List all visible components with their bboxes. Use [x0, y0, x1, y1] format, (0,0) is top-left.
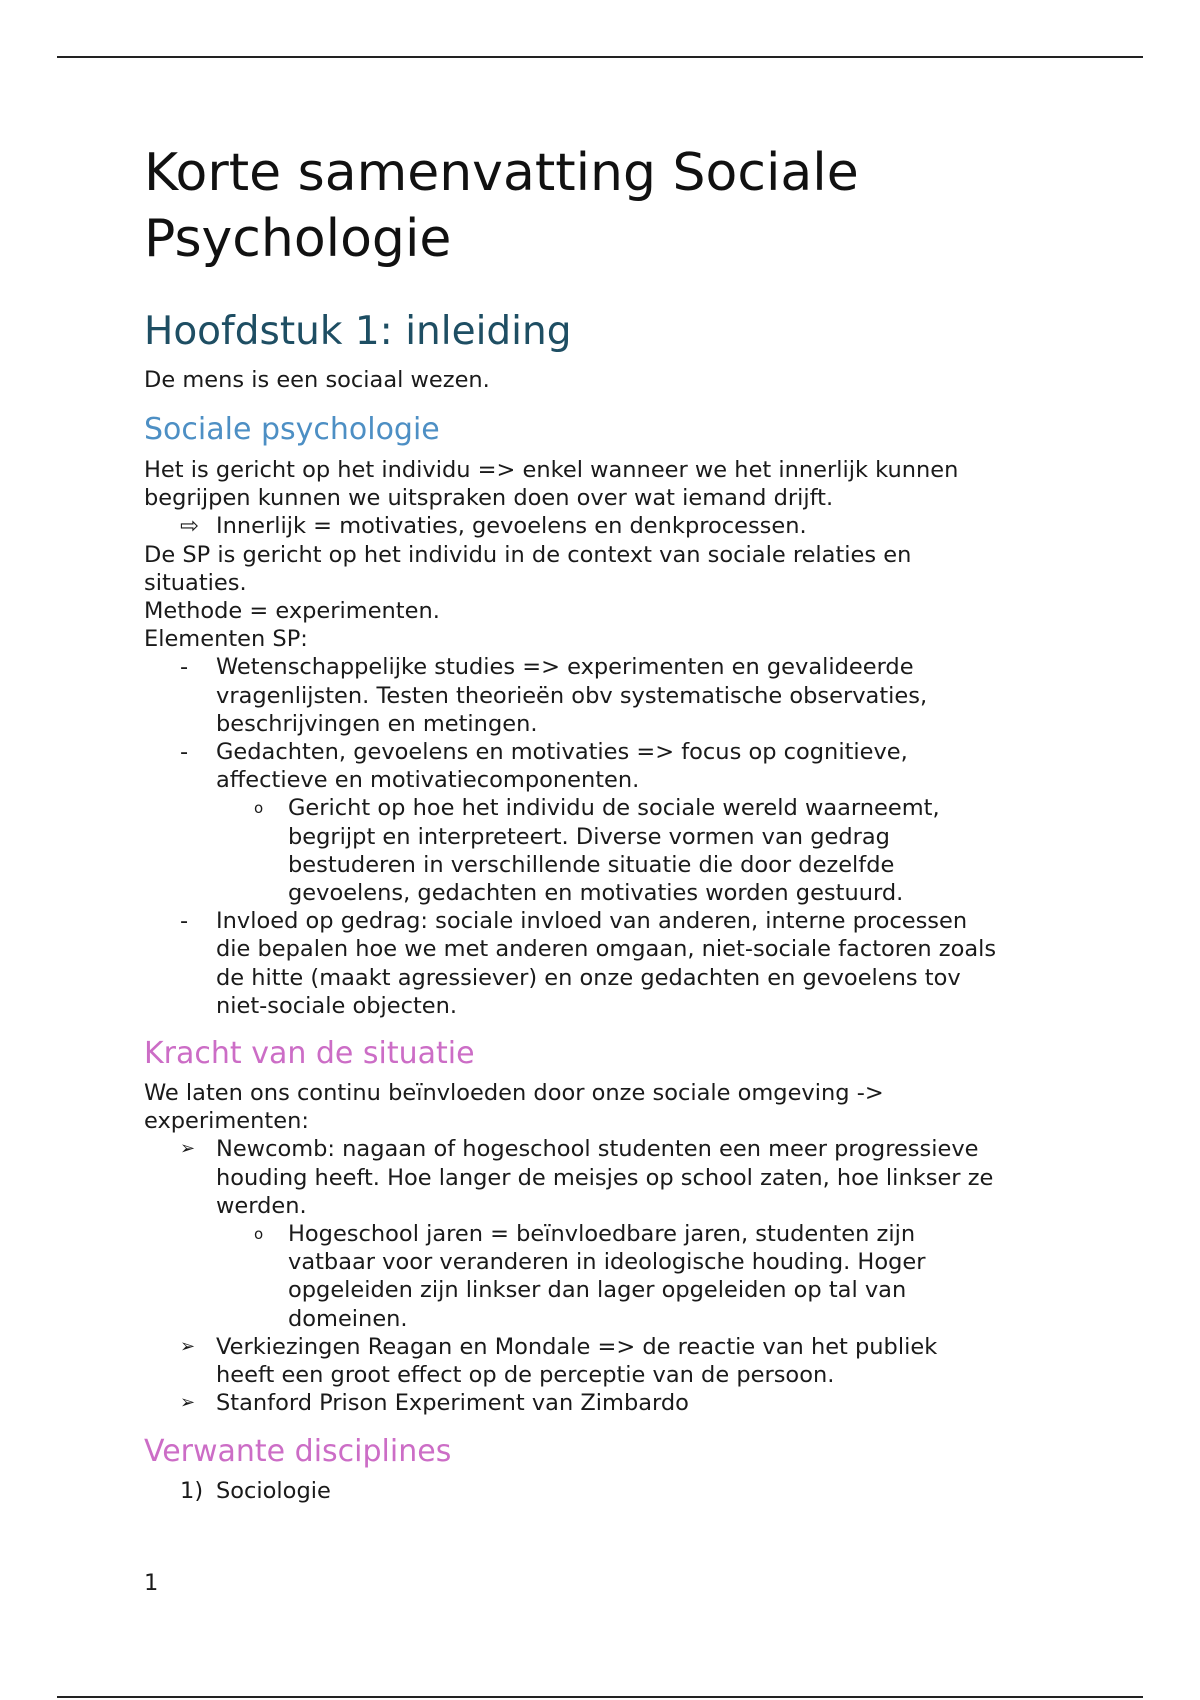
list-item-line: de hitte (maakt agressiever) en onze gedachten en gevoelens tov: [216, 964, 961, 991]
list-item-line: Gericht op hoe het individu de sociale wereld waarneemt,: [288, 795, 940, 822]
document-title: Korte samenvatting Sociale Psychologie: [144, 143, 859, 269]
paragraph-line: Methode = experimenten.: [144, 598, 440, 625]
arrowhead-bullet-icon: ➢: [180, 1335, 196, 1357]
paragraph-line: begrijpen kunnen we uitspraken doen over wat iemand drijft.: [144, 485, 834, 512]
list-item-line: opgeleiden zijn linkser dan lager opgeleiden op tal van: [288, 1277, 907, 1304]
numbered-list-item: [144, 1477, 1064, 1505]
arrowhead-bullet-icon: ➢: [180, 1392, 196, 1414]
circle-list-item: [144, 794, 1064, 907]
intro-line: De mens is een sociaal wezen.: [144, 367, 490, 393]
dash-bullet-icon: -: [180, 908, 189, 935]
list-item-line: vragenlijsten. Testen theorieën obv systematische observaties,: [216, 682, 928, 709]
circle-list-item: [144, 1220, 1064, 1333]
list-item-line: begrijpt en interpreteert. Diverse vormen van gedrag: [288, 823, 890, 850]
list-item-line: Verkiezingen Reagan en Mondale => de reactie van het publiek: [216, 1333, 938, 1360]
arrowhead-list-item: [144, 1135, 1064, 1220]
section-body-sociale-psychologie: [144, 456, 1064, 1020]
section-heading-verwante-disciplines: Verwante disciplines: [144, 1434, 452, 1469]
list-item-line: die bepalen hoe we met anderen omgaan, niet-sociale factoren zoals: [216, 936, 997, 963]
arrowhead-list-item: [144, 1389, 1064, 1417]
list-item-line: Stanford Prison Experiment van Zimbardo: [216, 1390, 689, 1417]
list-item-line: heeft een groot effect op de perceptie van de persoon.: [216, 1362, 835, 1389]
dash-list-item: [144, 653, 1064, 738]
footer-rule: [57, 1696, 1143, 1698]
list-item-line: Innerlijk = motivaties, gevoelens en denkprocessen.: [216, 513, 807, 540]
section-body-verwante-disciplines: [144, 1477, 1064, 1505]
intro-paragraph: [144, 366, 1064, 394]
paragraph-line: De SP is gericht op het individu in de context van sociale relaties en: [144, 541, 912, 568]
list-item-line: Wetenschappelijke studies => experimenten en gevalideerde: [216, 654, 914, 681]
section-body-kracht-van-de-situatie: [144, 1079, 1064, 1417]
list-item-line: gevoelens, gedachten en motivaties worden gestuurd.: [288, 880, 904, 907]
page-number: 1: [144, 1570, 159, 1596]
paragraph-line: situaties.: [144, 569, 247, 596]
list-item-line: Newcomb: nagaan of hogeschool studenten een meer progressieve: [216, 1136, 979, 1163]
list-item-line: vatbaar voor veranderen in ideologische houding. Hoger: [288, 1249, 926, 1276]
list-item-line: werden.: [216, 1192, 307, 1219]
chapter-heading: Hoofdstuk 1: inleiding: [144, 309, 572, 354]
list-item-line: niet-sociale objecten.: [216, 992, 458, 1019]
section-heading-sociale-psychologie: Sociale psychologie: [144, 412, 440, 447]
circle-bullet-icon: o: [254, 1225, 264, 1244]
arrow-list-item: [144, 512, 1064, 540]
paragraph-line: We laten ons continu beïnvloeden door onze sociale omgeving ->: [144, 1080, 884, 1106]
section-heading-kracht-van-de-situatie: Kracht van de situatie: [144, 1036, 475, 1071]
dash-list-item: [144, 907, 1064, 1020]
list-item-line: beschrijvingen en metingen.: [216, 710, 538, 737]
list-number: 1): [180, 1478, 204, 1504]
header-rule: [57, 56, 1143, 58]
list-item-line: houding heeft. Hoe langer de meisjes op school zaten, hoe linkser ze: [216, 1164, 994, 1191]
list-item-line: Sociologie: [216, 1478, 331, 1504]
circle-bullet-icon: o: [254, 799, 264, 818]
paragraph-line: Elementen SP:: [144, 626, 308, 653]
arrow-bullet-icon: ⇨: [180, 513, 199, 540]
arrowhead-list-item: [144, 1333, 1064, 1389]
arrowhead-bullet-icon: ➢: [180, 1138, 196, 1160]
list-item-line: domeinen.: [288, 1305, 408, 1332]
list-item-line: bestuderen in verschillende situatie die door dezelfde: [288, 851, 895, 878]
dash-list-item: [144, 738, 1064, 794]
paragraph-line: Het is gericht op het individu => enkel wanneer we het innerlijk kunnen: [144, 457, 959, 483]
list-item-line: Gedachten, gevoelens en motivaties => focus op cognitieve,: [216, 739, 908, 766]
dash-bullet-icon: -: [180, 739, 189, 766]
paragraph-line: experimenten:: [144, 1108, 309, 1135]
list-item-line: Invloed op gedrag: sociale invloed van anderen, interne processen: [216, 908, 968, 935]
list-item-line: Hogeschool jaren = beïnvloedbare jaren, studenten zijn: [288, 1221, 916, 1248]
list-item-line: affectieve en motivatiecomponenten.: [216, 767, 640, 794]
dash-bullet-icon: -: [180, 654, 189, 681]
